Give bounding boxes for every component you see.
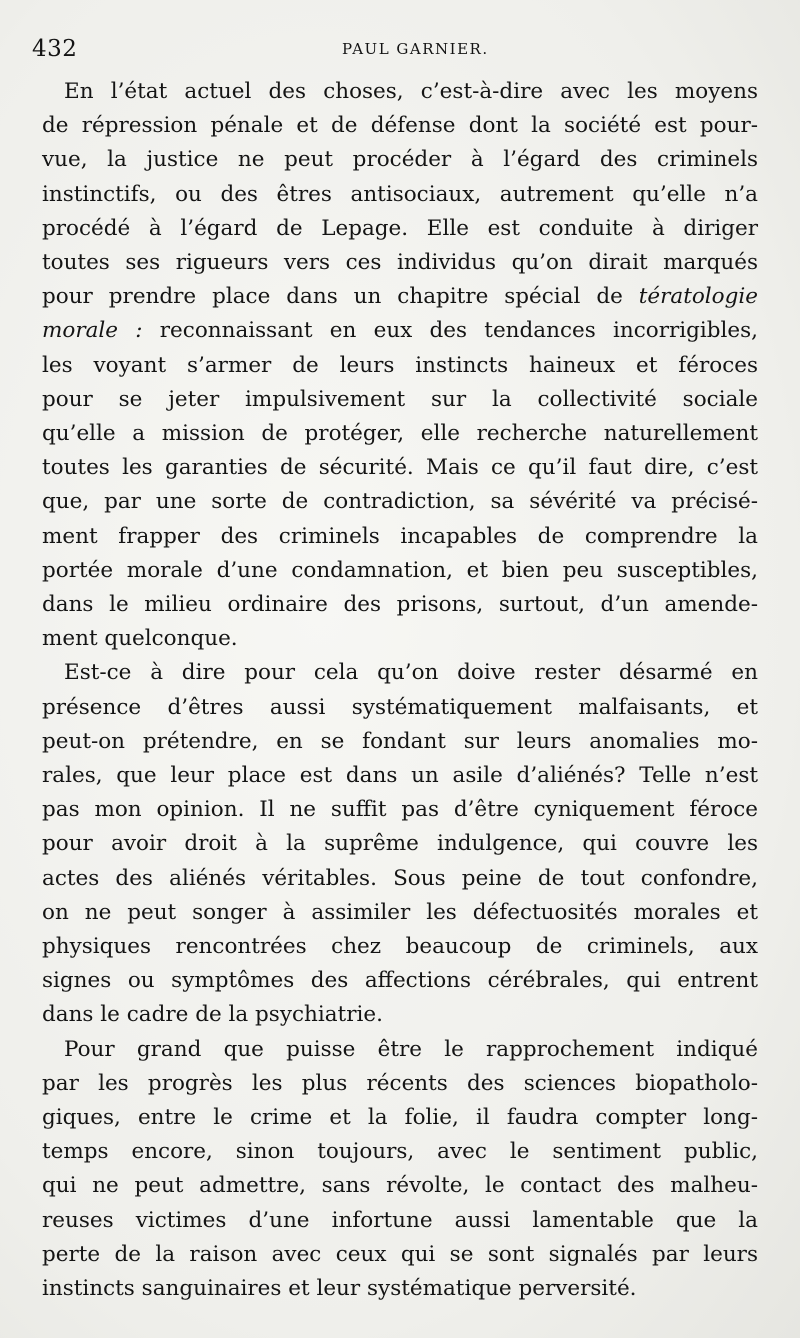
text-line: pas mon opinion. Il ne suffit pas d’être cyniquement féroce [42, 797, 758, 823]
text-line: on ne peut songer à assimiler les défectuosités morales et [42, 899, 758, 925]
page-number: 432 [32, 36, 78, 62]
text-line: dans le cadre de la psychiatrie. [42, 1002, 383, 1028]
text-line: les voyant s’armer de leurs instincts haineux et féroces [42, 352, 758, 378]
text-line: reuses victimes d’une infortune aussi lamentable que la [42, 1207, 758, 1233]
text-line: ment quelconque. [42, 626, 238, 652]
text-line: qu’elle a mission de protéger, elle recherche naturellement [42, 421, 758, 446]
text-line: instincts sanguinaires et leur systématique perversité. [42, 1276, 637, 1301]
text-line: Est-ce à dire pour cela qu’on doive rester désarmé en [64, 660, 758, 686]
text-line: temps encore, sinon toujours, avec le sentiment public, [42, 1139, 758, 1165]
text-line: de répression pénale et de défense dont la société est pour- [42, 113, 758, 139]
text-line: portée morale d’une condamnation, et bien peu susceptibles, [42, 557, 758, 583]
text-line: toutes les garanties de sécurité. Mais ce qu’il faut dire, c’est [42, 455, 758, 481]
running-head: PAUL GARNIER. [342, 40, 489, 58]
text-line: rales, que leur place est dans un asile d’aliénés? Telle n’est [42, 763, 758, 788]
text-line: pour se jeter impulsivement sur la collectivité sociale [42, 386, 758, 412]
text-line: actes des aliénés véritables. Sous peine de tout confondre, [42, 865, 758, 891]
text-line: par les progrès les plus récents des sciences biopatholo- [42, 1070, 758, 1096]
text-line: qui ne peut admettre, sans révolte, le contact des malheu- [42, 1173, 758, 1199]
text-line: instinctifs, ou des êtres antisociaux, autrement qu’elle n’a [42, 181, 758, 207]
text-line: ment frapper des criminels incapables de comprendre la [42, 523, 758, 549]
text-line: perte de la raison avec ceux qui se sont signalés par leurs [42, 1241, 758, 1267]
text-line: giques, entre le crime et la folie, il faudra compter long- [42, 1105, 758, 1130]
text-line: signes ou symptômes des affections cérébrales, qui entrent [42, 968, 758, 994]
text-line: En l’état actuel des choses, c’est-à-dire avec les moyens [64, 79, 758, 104]
text-line: Pour grand que puisse être le rapprochement indiqué [64, 1036, 758, 1062]
text-line: procédé à l’égard de Lepage. Elle est conduite à diriger [42, 215, 758, 241]
text-line: pour avoir droit à la suprême indulgence, qui couvre les [42, 831, 758, 857]
text-line: présence d’êtres aussi systématiquement malfaisants, et [42, 694, 758, 720]
text-line: peut-on prétendre, en se fondant sur leurs anomalies mo- [42, 728, 758, 754]
text-line: vue, la justice ne peut procéder à l’égard des criminels [42, 147, 758, 173]
text-line: morale : reconnaissant en eux des tendances incorrigibles, [42, 318, 758, 344]
text-line: toutes ses rigueurs vers ces individus qu’on dirait marqués [42, 250, 758, 275]
text-line: dans le milieu ordinaire des prisons, surtout, d’un amende- [42, 592, 758, 617]
text-line: physiques rencontrées chez beaucoup de criminels, aux [42, 934, 758, 959]
text-line: que, par une sorte de contradiction, sa sévérité va précisé- [42, 489, 758, 515]
text-line: pour prendre place dans un chapitre spécial de tératologie [42, 284, 758, 310]
